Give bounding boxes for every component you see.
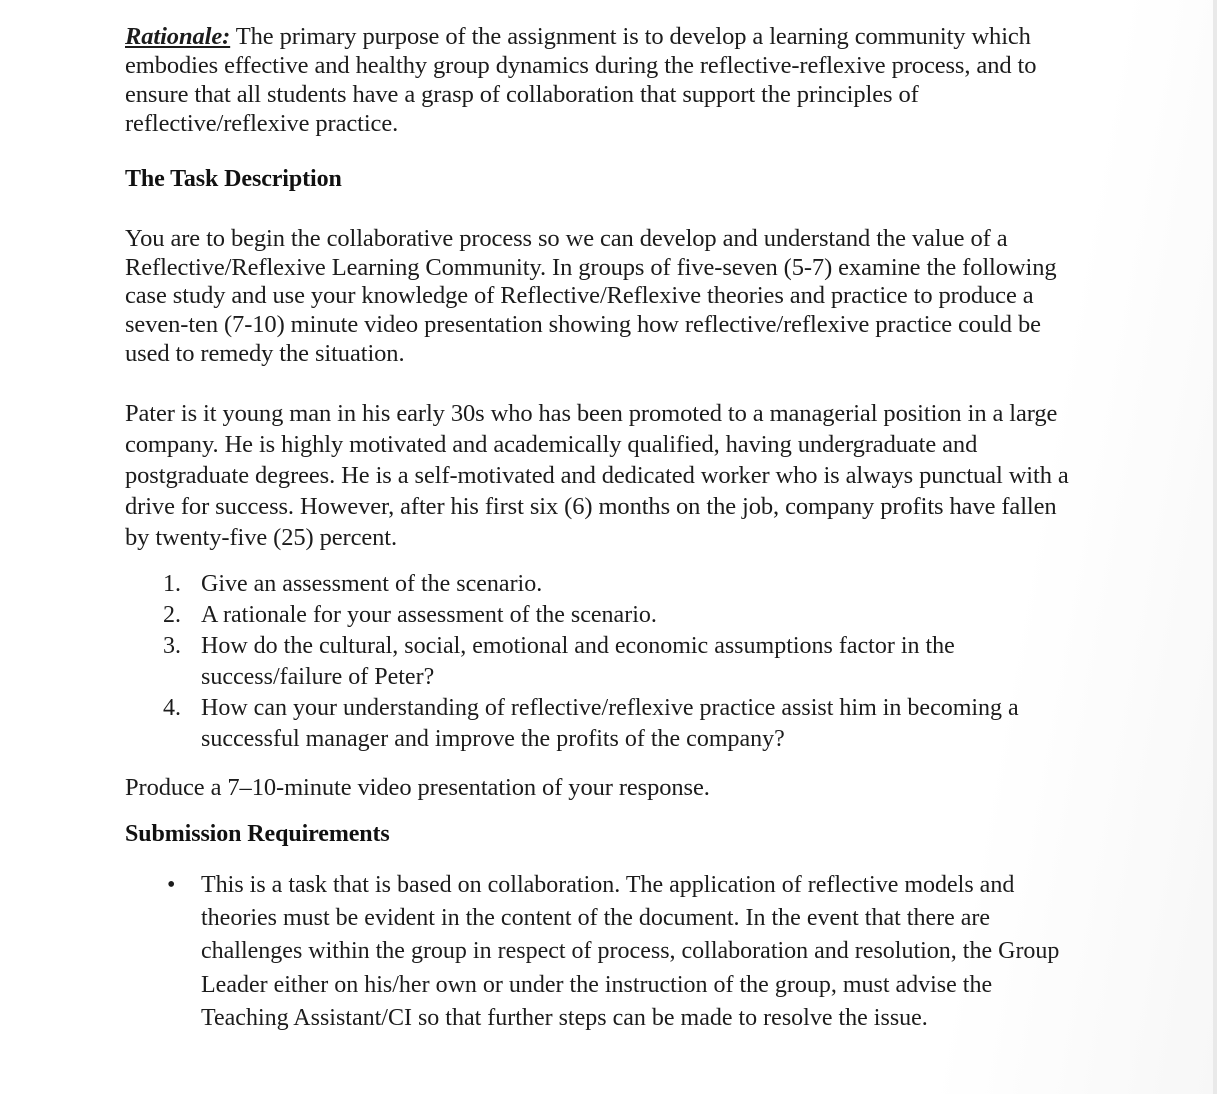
- bullet-icon: •: [167, 872, 176, 898]
- question-number: 2.: [163, 602, 181, 628]
- question-number: 4.: [163, 695, 181, 721]
- question-item: [160, 600, 1080, 631]
- rationale-label: Rationale:: [125, 23, 231, 50]
- question-number: 3.: [163, 633, 181, 659]
- question-text: A rationale for your assessment of the scenario.: [201, 602, 657, 628]
- produce-instruction: Produce a 7–10-minute video presentation of your response.: [125, 774, 710, 801]
- requirement-item: [160, 869, 1080, 1035]
- question-item: [160, 631, 1080, 693]
- submission-requirements-list: [160, 869, 1080, 1035]
- question-item: [160, 693, 1080, 755]
- question-text: How can your understanding of reflective/reflexive practice assist him in becoming a successful manager and improve the profits of the company?: [201, 695, 1019, 752]
- task-description-heading: The Task Description: [125, 166, 342, 192]
- page-edge: [1213, 0, 1217, 1094]
- submission-requirements-heading: Submission Requirements: [125, 821, 390, 847]
- rationale-paragraph: [125, 22, 1085, 138]
- task-description-paragraph: You are to begin the collaborative process so we can develop and understand the value of a Reflective/Reflexive Learning Community. In groups of five-seven (5-7) examine the following case study and use your knowledge of Reflective/Reflexive theories and practice to produce a seven-ten (7-10) minute video presentation showing how reflective/reflexive practice could be used to remedy the situation.: [125, 225, 1057, 367]
- case-study-paragraph: Pater is it young man in his early 30s who has been promoted to a managerial position in a large company. He is highly motivated and academically qualified, having undergraduate and postgraduate degrees. He is a self-motivated and dedicated worker who is always punctual with a drive for success. However, after his first six (6) months on the job, company profits have fallen by twenty-five (25) percent.: [125, 400, 1069, 551]
- question-text: Give an assessment of the scenario.: [201, 571, 543, 597]
- requirement-text: This is a task that is based on collaboration. The application of reflective models and theories must be evident in the content of the document. In the event that there are challenges within the group in respect of process, collaboration and resolution, the Group Leader either on his/her own or under the instruction of the group, must advise the Teaching Assistant/CI so that further steps can be made to resolve the issue.: [201, 872, 1060, 1031]
- questions-list: [160, 569, 1080, 755]
- question-text: How do the cultural, social, emotional and economic assumptions factor in the success/failure of Peter?: [201, 633, 955, 690]
- rationale-text: The primary purpose of the assignment is to develop a learning community which embodies effective and healthy group dynamics during the reflective-reflexive process, and to ensure that all students have a grasp of collaboration that support the principles of reflective/reflexive practice.: [125, 23, 1037, 137]
- question-item: [160, 569, 1080, 600]
- question-number: 1.: [163, 571, 181, 597]
